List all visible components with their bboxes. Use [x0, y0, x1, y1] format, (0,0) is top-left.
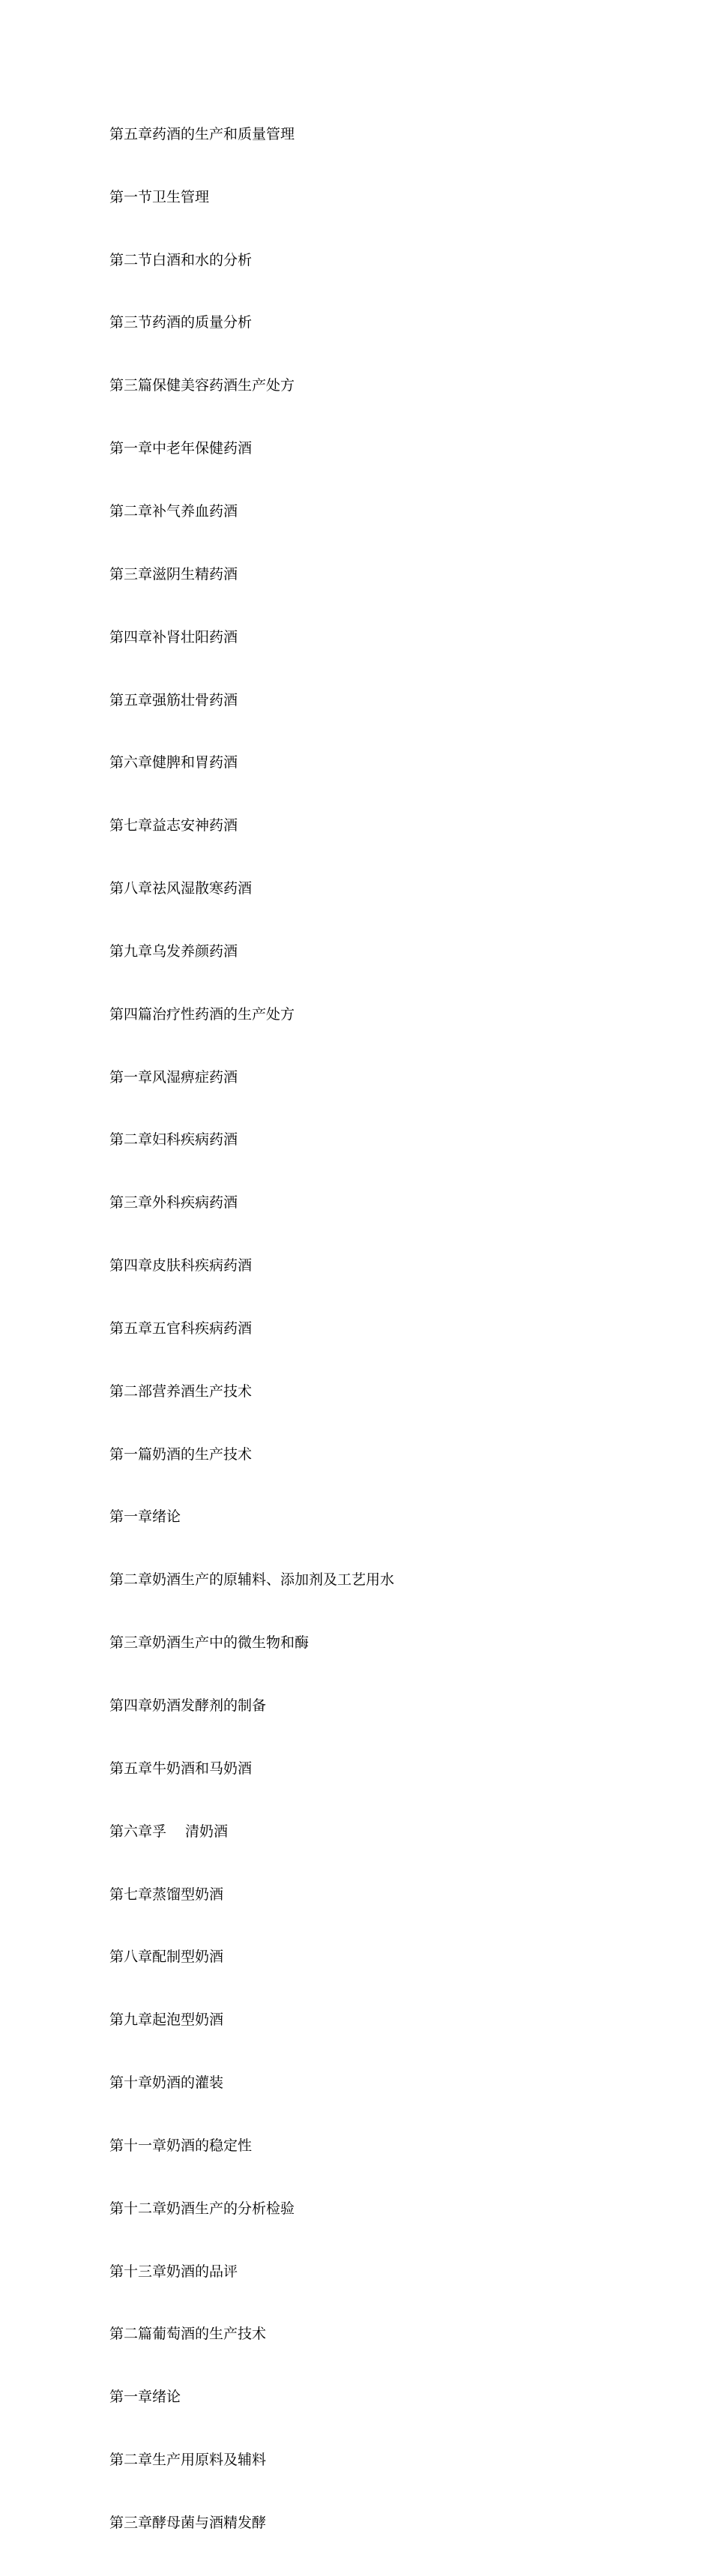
toc-line: 第八章祛风湿散寒药酒: [109, 880, 253, 897]
toc-line: 第十三章奶酒的品评: [109, 2263, 238, 2280]
toc-line: 第五章药酒的生产和质量管理: [109, 125, 295, 142]
table-of-contents: [109, 82, 394, 2576]
toc-line: 第四章补肾壮阳药酒: [109, 628, 238, 645]
toc-line: 第二章奶酒生产的原辅料、添加剂及工艺用水: [109, 1571, 395, 1589]
toc-line: 第四篇治疗性药酒的生产处方: [109, 1005, 295, 1023]
toc-line: 第六章健脾和胃药酒: [109, 754, 238, 771]
toc-line: 第一篇奶酒的生产技术: [109, 1445, 253, 1463]
toc-line: 第六章孚 清奶酒: [109, 1823, 229, 1840]
toc-line: 第三章外科疾病药酒: [109, 1194, 238, 1212]
toc-line: 第九章乌发养颜药酒: [109, 942, 238, 960]
toc-line: 第七章益志安神药酒: [109, 817, 238, 834]
toc-line: 第三章酵母菌与酒精发酵: [109, 2514, 267, 2531]
toc-line: 第四章奶酒发酵剂的制备: [109, 1697, 267, 1714]
toc-line: 第一章绪论: [109, 1508, 181, 1526]
toc-line: 第二章妇科疾病药酒: [109, 1131, 238, 1149]
toc-line: 第一章风湿痹症药酒: [109, 1068, 238, 1086]
toc-line: 第三篇保健美容药酒生产处方: [109, 377, 295, 394]
toc-line: 第三节药酒的质量分析: [109, 314, 253, 331]
toc-line: 第三章滋阴生精药酒: [109, 565, 238, 583]
toc-line: 第二节白酒和水的分析: [109, 251, 253, 268]
toc-line: 第二篇葡萄酒的生产技术: [109, 2326, 267, 2343]
toc-line: 第十章奶酒的灌装: [109, 2074, 224, 2092]
toc-line: 第一节卫生管理: [109, 188, 210, 205]
toc-line: 第八章配制型奶酒: [109, 1948, 224, 1966]
toc-line: 第四章皮肤科疾病药酒: [109, 1257, 253, 1275]
toc-line: 第一章绪论: [109, 2389, 181, 2406]
toc-line: 第二章生产用原料及辅料: [109, 2452, 267, 2469]
toc-line: 第二部营养酒生产技术: [109, 1382, 253, 1400]
toc-line: 第二章补气养血药酒: [109, 502, 238, 520]
toc-line: 第七章蒸馏型奶酒: [109, 1886, 224, 1903]
toc-line: 第三章奶酒生产中的微生物和酶: [109, 1634, 310, 1652]
toc-line: 第五章强筋壮骨药酒: [109, 691, 238, 708]
toc-line: 第五章牛奶酒和马奶酒: [109, 1760, 253, 1777]
toc-line: 第十一章奶酒的稳定性: [109, 2137, 253, 2154]
toc-line: 第一章中老年保健药酒: [109, 440, 253, 457]
toc-line: 第十二章奶酒生产的分析检验: [109, 2200, 295, 2217]
toc-line: 第五章五官科疾病药酒: [109, 1319, 253, 1337]
toc-line: 第九章起泡型奶酒: [109, 2011, 224, 2029]
